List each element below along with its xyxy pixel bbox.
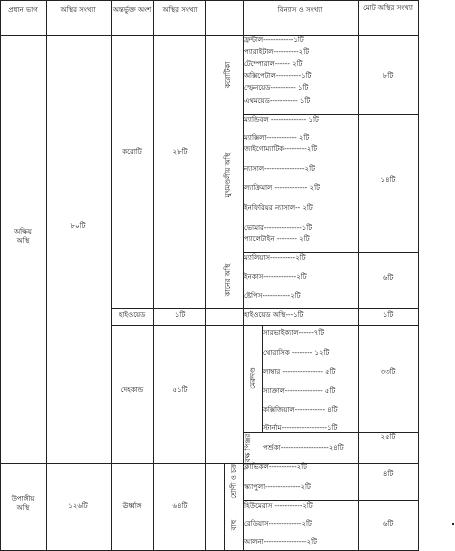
face-item: ম্যান্ডিবল -------------- ১টি [244,116,319,124]
row-border [243,252,418,253]
row-border [243,114,418,115]
trunk-count: ৫১টি [172,386,188,394]
header-bone-count: অস্থির সংখ্যা [60,6,96,14]
skull-count: ২৮টি [172,148,188,156]
header-main-division: প্রধান ভাগ [8,6,38,14]
header-part-bone-count: অস্থির সংখ্যা [162,6,198,14]
arm-item: হিউমেরাস -----------২টি [244,502,313,510]
row-border [0,35,418,36]
cranium-item: প্যারাইটাল----------২টি [244,48,310,56]
hyoid-total: ১টি [382,311,394,319]
cranium-total: ৮টি [382,72,394,80]
face-item: ভোমার---------------১টি [244,224,313,232]
arm-total: ৬টি [382,520,394,528]
axial-count: ৮০টি [70,222,86,230]
label-arm: বাহু [230,519,238,531]
face-total: ১৪টি [380,176,396,184]
upper-count: ৬৪টি [172,502,188,510]
col-border [418,0,419,551]
chest-total: ২৫টি [380,433,396,441]
stray-mark [452,523,454,525]
arm-item: আলনা-----------------২টি [244,538,317,546]
ear-item: ম্যালিয়াস----------২টি [244,254,306,262]
face-item: ন্যাসাল----------------২টি [244,165,315,173]
row-border [111,325,418,326]
face-item: ল্যাক্রিমাল ------------- ২টি [244,184,320,192]
vertebra-item: থোরাসিক -------- ১২টি [263,349,330,357]
ear-item: ষ্টেপিস-----------২টি [244,292,301,300]
face-item: ইনফিরিয়র ন্যাসাল-- ২টি [244,204,313,212]
label-face: মুখমণ্ডলীয় অস্থি [224,152,232,198]
row-border [0,463,418,464]
hyoid-count: ১টি [174,311,186,319]
appendicular-count: ১২৬টি [68,502,88,510]
ear-item: ইনকাস-------------২টি [244,273,307,281]
cranium-item: টেম্পোরাল------ ২টি [244,60,303,68]
face-item: জাইগোম্যাটিক---------২টি [244,145,318,153]
cranium-item: ফ্রন্টাল------------১টি [244,36,304,44]
row-border [0,0,418,1]
vertebra-item: স্যাক্রাল--------------- ৫টি [263,387,336,395]
label-girdle: শ্রোণী ও চক্র [230,463,238,499]
part-trunk: দেহকান্ড [120,386,144,394]
label-vertebra: মেরুদণ্ড [249,367,257,389]
vertebra-total: ৩৩টি [380,368,396,376]
part-hyoid: হাইওয়েড [118,311,146,319]
arm-item: রেডিয়াস-------------২টি [244,520,312,528]
col-border [111,0,112,551]
chest-item: স্টার্নাম------------------১টি [263,424,338,432]
col-border [46,0,47,551]
col-border [358,0,359,551]
division-axial: অক্ষিয় অস্থি [14,228,32,245]
girdle-item: ক্লাভিকল-----------২টি [244,463,307,471]
col-border [224,463,225,550]
face-item: প্যালেটাইন -------- ২টি [244,235,310,243]
vertebra-item: কক্সিজিয়াল------------ ৪টি [263,406,338,414]
girdle-total: ৪টি [382,470,394,478]
col-border [153,0,154,551]
row-border [111,308,418,309]
hyoid-item: হাইওয়েড অস্থি---১টি [244,311,304,319]
face-item: ম্যাক্সিলা------------ ২টি [244,134,310,142]
girdle-item: স্ক্যাপুলা--------------২টি [244,483,311,491]
cranium-item: স্ফেনয়েড---------- ১টি [244,84,309,92]
cranium-item: এথময়েড----------- ১টি [244,97,311,105]
col-border [0,0,1,551]
row-border [243,500,418,501]
ear-total: ৬টি [382,274,394,282]
label-cranium: করোটিকা [224,61,232,89]
header-total-count: মোট অস্থির সংখ্যা [363,4,413,12]
vertebra-item: লাম্বার ---------------- ৫টি [263,368,336,376]
part-skull: করোটি [122,148,142,156]
header-included-part: অন্তর্ভুক্ত অংশ [112,6,152,14]
vertebra-item: সারভাইক্যাল------৭টি [263,329,325,337]
chest-item: পর্শুকা-------------------২৪টি [263,444,344,452]
label-ear: কানের অস্থি [224,263,232,297]
col-border [205,0,206,551]
header-arrangement: বিন্যাস ও সংখ্যা [277,6,323,14]
cranium-item: অক্সিপেটাল----------১টি [244,72,312,80]
part-upper: ঊর্ধ্বাঙ্গ [122,502,142,510]
division-appendicular: উপাঙ্গীয় অস্থি [11,495,35,512]
label-chest: বক্ষ পিঞ্জর [244,433,252,463]
col-border [262,325,263,432]
